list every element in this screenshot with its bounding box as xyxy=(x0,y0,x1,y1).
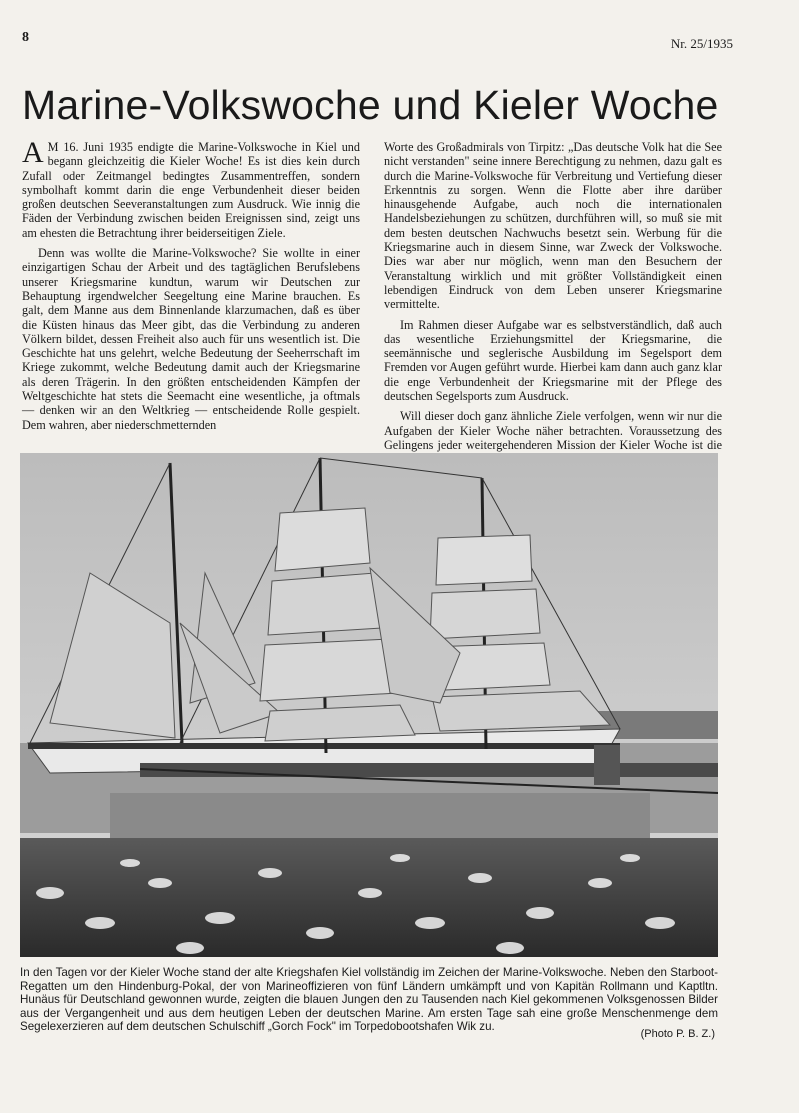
paragraph: Will dieser doch ganz ähnliche Ziele verfolgen, wenn wir nur die Aufgaben der Kieler Woche näher betrachten. Voraussetzung des Gelingens jeder weitergehenderen Mission der Kieler Woche ist die xyxy=(384,409,722,452)
photo-credit: (Photo P. B. Z.) xyxy=(640,1028,715,1040)
page-number: 8 xyxy=(22,30,29,45)
issue-number: Nr. 25/1935 xyxy=(670,36,733,51)
paragraph-text: M 16. Juni 1935 endigte die Marine-Volkswoche in Kiel und begann gleichzeitig die Kieler Woche! Es ist dies kein durch Zufall oder Zeitmangel bedingtes Zusammentreffen, sondern symbolhaft kommt darin die enge Verbundenheit dieser beiden großen deutschen Seeveranstaltungen zum Ausdruck. Wie innig die Fäden der Verbindung zwischen beiden Ereignissen sind, zeigt uns am ehesten die Betrachtung ihrer beiderseitigen Ziele. xyxy=(22,140,360,240)
drop-cap: A xyxy=(22,136,44,169)
sailing-ship-photo xyxy=(20,453,718,957)
photo-illustration xyxy=(20,453,718,957)
paragraph: Worte des Großadmirals von Tirpitz: „Das deutsche Volk hat die See nicht verstanden" seine innere Berechtigung zu nehmen, dazu galt es durch die Marine-Volkswoche für Verbreitung und Vertiefung dieser Erkenntnis zu sorgen. Wenn die Flotte aber ihre darüber hinausgehende Aufgabe, auch noch die internationalen Handelsbeziehungen zu schützen, durchführen will, so muß sie mit dem besten deutschen Nachwuchs besetzt sein. Werbung für die Kriegsmarine auch in diesem Sinne, war Zweck der Volkswoche. Dies war aber nur möglich, wenn man den Besuchern der Veranstaltung wirklich und mit größter Vollständigkeit einen lebendigen Eindruck von dem Leben unserer Kriegsmarine vermittelte. xyxy=(384,140,722,312)
paragraph: Denn was wollte die Marine-Volkswoche? Sie wollte in einer einzigartigen Schau der Arbeit und des tagtäglichen Berufslebens unserer Kriegsmarine kundtun, warum wir Deutschen zur Behauptung irgendwelcher Seegeltung eine Marine brauchen. Es galt, dem Manne aus dem Binnenlande klarzumachen, daß es über die Küsten hinaus das Meer gibt, das die Verbindung zu anderen Völkern bildet, dessen Freiheit also auch für uns wesentlich ist. Die Geschichte hat uns gelehrt, welche Bedeutung der Seeherrschaft im Kriege zukommt, welche Bedeutung damit auch der Kriegsmarine als deren Trägerin. In den größten entscheidenden Kämpfen der Weltgeschichte hat stets die Seemacht eine wesentliche, ja oftmals — denken wir an den Weltkrieg — entscheidende Rolle gespielt. Dem wahren, aber niederschmetternden xyxy=(22,246,360,432)
photo-caption: In den Tagen vor der Kieler Woche stand der alte Kriegshafen Kiel vollständig im Zeichen der Marine-Volkswoche. Neben den Starboot-Regatten um den Hindenburg-Pokal, der von Marineoffizieren von fünf Ländern umkämpft und von Kapitän Rollmann und Kaptltn. Hunäus für Deutschland gewonnen wurde, zeigten die blauen Jungen den zu Tausenden nach Kiel gekommenen Volksgenossen Bilder aus der Vergangenheit und aus dem heutigen Leben der deutschen Marine. Am ersten Tage sah eine große Menschenmenge dem Segelexerzieren auf dem deutschen Schulschiff „Gorch Fock" im Torpedobootshafen Wik zu. xyxy=(20,966,718,1034)
article-body xyxy=(22,136,722,473)
paragraph: Im Rahmen dieser Aufgabe war es selbstverständlich, daß auch das wesentliche Erziehungsmittel der Kriegsmarine, die seemännische und seglerische Ausbildung im Segelsport dem Fremden vor Augen geführt wurde. Hierbei kam dann auch ganz klar die enge Verbundenheit der Kriegsmarine mit der Pflege des deutschen Segelsports zum Ausdruck. xyxy=(384,317,722,404)
article-title: Marine-Volkswoche und Kieler Woche xyxy=(22,82,719,128)
right-column xyxy=(384,140,722,473)
left-column xyxy=(22,136,360,473)
paragraph xyxy=(22,136,360,240)
